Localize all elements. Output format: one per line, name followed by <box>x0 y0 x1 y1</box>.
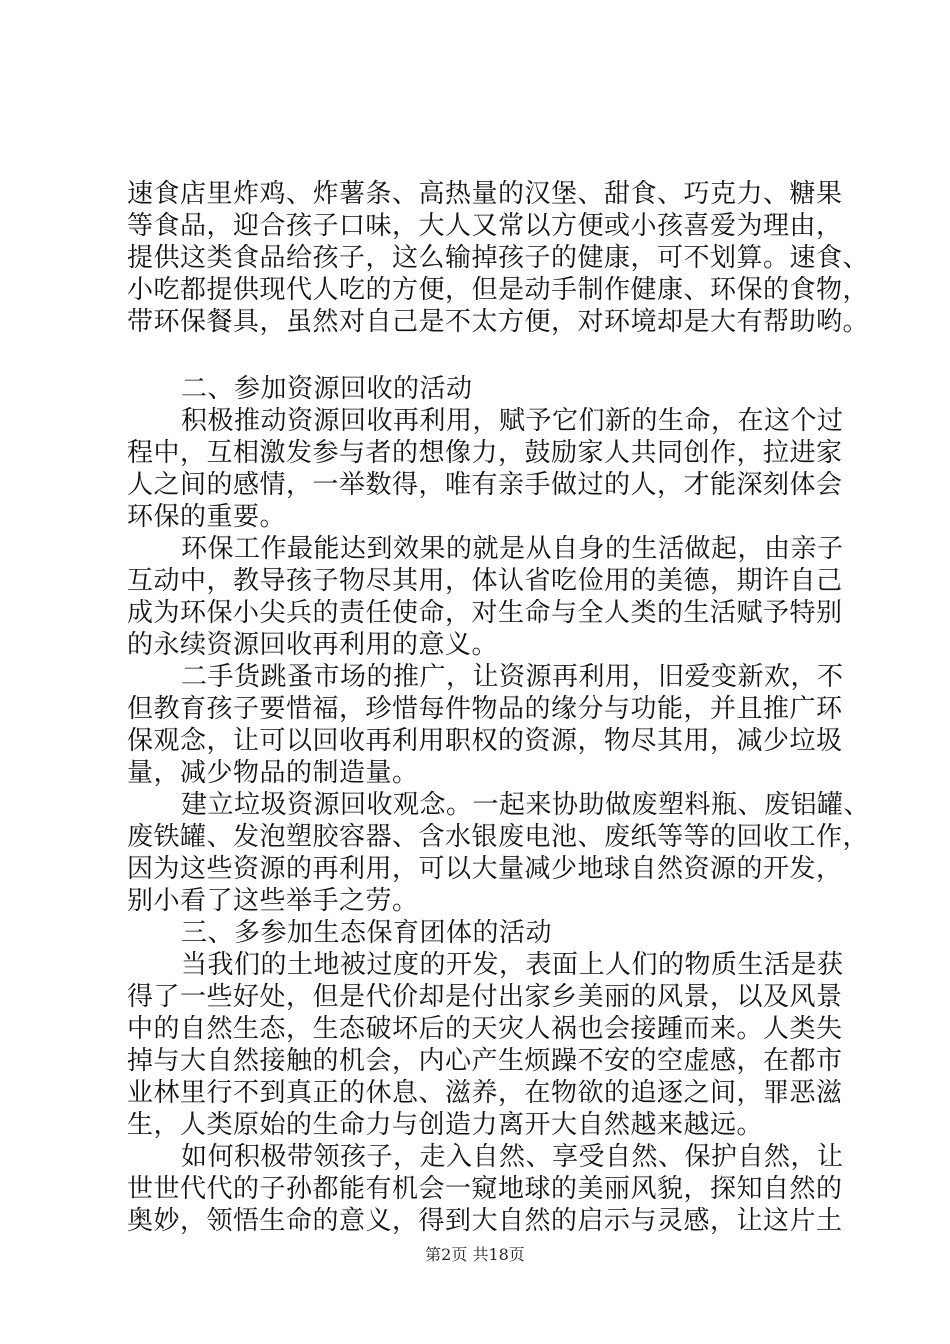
text-line: 建立垃圾资源回收观念。一起来协助做废塑料瓶、废铝罐、 <box>181 790 871 820</box>
text-line: 因为这些资源的再利用，可以大量减少地球自然资源的开发， <box>127 854 843 884</box>
text-line: 当我们的土地被过度的开发，表面上人们的物质生活是获 <box>181 950 844 980</box>
paragraph-gap <box>127 338 837 373</box>
text-line: 生，人类原始的生命力与创造力离开大自然越来越远。 <box>127 1110 764 1140</box>
text-line: 但教育孩子要惜福，珍惜每件物品的缘分与功能，并且推广环 <box>127 694 843 724</box>
text-line: 程中，互相激发参与者的想像力，鼓励家人共同创作，拉进家 <box>127 438 843 468</box>
paragraph-fast-food <box>127 178 870 338</box>
paragraph-lead-children <box>127 1141 844 1237</box>
section-heading: 三、多参加生态保育团体的活动 <box>181 918 553 948</box>
text-line: 掉与大自然接触的机会，内心产生烦躁不安的空虚感，在都市 <box>127 1046 843 1076</box>
paragraph-land-development <box>127 949 844 1141</box>
text-line: 中的自然生态，生态破坏后的天灾人祸也会接踵而来。人类失 <box>127 1014 843 1044</box>
paragraph-recycling-reuse <box>127 405 844 533</box>
paragraph-environmental-work <box>127 533 844 661</box>
text-line: 人之间的感情，一举数得，唯有亲手做过的人，才能深刻体会 <box>127 470 843 500</box>
text-line: 二手货跳蚤市场的推广，让资源再利用，旧爱变新欢，不 <box>181 662 844 692</box>
text-line: 小吃都提供现代人吃的方便，但是动手制作健康、环保的食物， <box>127 275 870 305</box>
text-line: 积极推动资源回收再利用，赋予它们新的生命，在这个过 <box>181 406 844 436</box>
text-line: 的永续资源回收再利用的意义。 <box>127 630 499 660</box>
section-heading: 二、参加资源回收的活动 <box>181 374 473 404</box>
text-line: 环保的重要。 <box>127 502 287 532</box>
text-line: 业林里行不到真正的休息、滋养，在物欲的追逐之间，罪恶滋 <box>127 1078 843 1108</box>
text-line: 奥妙，领悟生命的意义，得到大自然的启示与灵感，让这片土 <box>127 1206 843 1236</box>
document-body <box>127 178 871 1237</box>
text-line: 别小看了这些举手之劳。 <box>127 886 419 916</box>
text-line: 得了一些好处，但是代价却是付出家乡美丽的风景，以及风景 <box>127 982 843 1012</box>
paragraph-garbage-recycling <box>127 789 871 917</box>
paragraph-flea-market <box>127 661 844 789</box>
text-line: 世世代代的子孙都能有机会一窥地球的美丽风貌，探知自然的 <box>127 1174 843 1204</box>
text-line: 速食店里炸鸡、炸薯条、高热量的汉堡、甜食、巧克力、糖果 <box>127 179 843 209</box>
text-line: 量，减少物品的制造量。 <box>127 758 419 788</box>
text-line: 环保工作最能达到效果的就是从自身的生活做起，由亲子 <box>181 534 844 564</box>
text-line: 废铁罐、发泡塑胶容器、含水银废电池、废纸等等的回收工作， <box>127 822 870 852</box>
text-line: 如何积极带领孩子，走入自然、享受自然、保护自然，让 <box>181 1142 844 1172</box>
text-line: 带环保餐具，虽然对自己是不太方便，对环境却是大有帮助哟。 <box>127 307 870 337</box>
text-line: 成为环保小尖兵的责任使命，对生命与全人类的生活赋予特别 <box>127 598 843 628</box>
section-heading-recycling <box>127 373 837 405</box>
text-line: 保观念，让可以回收再利用职权的资源，物尽其用，减少垃圾 <box>127 726 843 756</box>
text-line: 互动中，教导孩子物尽其用，体认省吃俭用的美德，期许自己 <box>127 566 843 596</box>
text-line: 等食品，迎合孩子口味，大人又常以方便或小孩喜爱为理由， <box>127 211 843 241</box>
section-heading-ecology <box>127 917 837 949</box>
page-number-footer: 第2页 共18页 <box>425 1245 525 1264</box>
text-line: 提供这类食品给孩子，这么输掉孩子的健康，可不划算。速食、 <box>127 243 870 273</box>
